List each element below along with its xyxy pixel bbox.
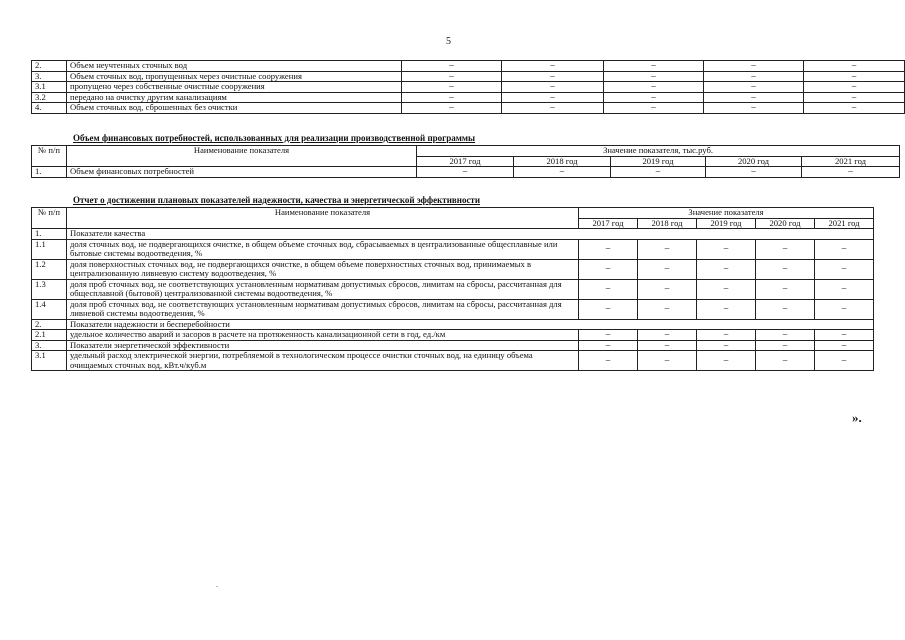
year-header: 2017 год [579, 218, 638, 229]
value-dash: – [815, 351, 874, 371]
year-header: 2017 год [417, 156, 514, 167]
table-row [32, 103, 905, 114]
closing-quote-mark: ». [852, 410, 862, 425]
value-dash: – [756, 259, 815, 279]
row-name: передано на очистку другим канализациям [67, 92, 402, 103]
value-dash: – [402, 71, 502, 82]
table-row [32, 340, 874, 351]
table-row [32, 92, 905, 103]
page-number: 5 [446, 36, 451, 47]
value-dash: – [704, 71, 804, 82]
value-dash: – [815, 239, 874, 259]
table-row [32, 61, 905, 72]
value-dash: – [704, 82, 804, 93]
row-number: 1.1 [32, 239, 67, 259]
value-dash: – [604, 82, 704, 93]
row-name: удельный расход электрической энергии, потребляемой в технологическом процессе очистки сточных вод, на единицу объема очищаемых сточных вод, кВт.ч/куб.м [67, 351, 579, 371]
value-dash: – [804, 71, 905, 82]
row-name: Показатели надежности и бесперебойности [67, 319, 874, 330]
value-dash: – [402, 103, 502, 114]
indicators-report-title: Отчет о достижении плановых показателей надежности, качества и энергетической эффективности [73, 195, 481, 205]
row-name: доля проб сточных вод, не соответствующих установленным нормативам допустимых сбросов, лимитам на сбросы, рассчитанная для общесплавной (бытовой) централизованной системы водоотведения, % [67, 279, 579, 299]
year-header: 2021 год [802, 156, 900, 167]
table-head-name: Наименование показателя [67, 208, 579, 229]
value-dash: – [804, 82, 905, 93]
value-dash: – [697, 340, 756, 351]
table-row [32, 299, 874, 319]
row-name: Объем финансовых потребностей [67, 167, 417, 178]
value-dash: – [579, 330, 638, 341]
financial-needs-title: Объем финансовых потребностей, использованных для реализации производственной программы [73, 133, 476, 143]
value-dash: – [579, 239, 638, 259]
scan-dot: . [216, 580, 218, 589]
table-row [32, 319, 874, 330]
value-dash: – [638, 340, 697, 351]
table-row [32, 259, 874, 279]
financial-needs-table [31, 145, 900, 178]
row-name: доля поверхностных сточных вод, не подвергающихся очистке, в общем объеме поверхностных сточных вод, принимаемых в централизованную ливневую систему водоотведения, % [67, 259, 579, 279]
value-dash: – [697, 259, 756, 279]
value-dash: – [611, 167, 706, 178]
row-number: 1.3 [32, 279, 67, 299]
row-name: Показатели качества [67, 229, 874, 240]
year-header: 2021 год [815, 218, 874, 229]
value-dash: – [604, 92, 704, 103]
value-dash: – [638, 259, 697, 279]
value-dash: – [502, 103, 604, 114]
row-name: доля проб сточных вод, не соответствующих установленным нормативам допустимых сбросов, лимитам на сбросы, рассчитанная для ливневой системы водоотведения, % [67, 299, 579, 319]
year-header: 2020 год [756, 218, 815, 229]
row-number: 2.1 [32, 330, 67, 341]
table-row [32, 82, 905, 93]
value-dash: – [815, 330, 874, 341]
value-dash: – [802, 167, 900, 178]
row-number: 3. [32, 340, 67, 351]
value-dash: – [579, 279, 638, 299]
value-dash: – [579, 299, 638, 319]
row-name: Показатели энергетической эффективности [67, 340, 579, 351]
row-name: доля сточных вод, не подвергающихся очистке, в общем объеме сточных вод, сбрасываемых в централизованные общесплавные или бытовые системы водоотведения, % [67, 239, 579, 259]
row-number: 4. [32, 103, 67, 114]
value-dash: – [704, 92, 804, 103]
row-number: 3. [32, 71, 67, 82]
wastewater-volume-table [31, 60, 905, 114]
value-dash: – [514, 167, 611, 178]
table-head-name: Наименование показателя [67, 146, 417, 167]
year-header: 2018 год [638, 218, 697, 229]
value-dash: – [502, 71, 604, 82]
value-dash: – [417, 167, 514, 178]
value-dash: – [756, 299, 815, 319]
row-name: Объем сточных вод, пропущенных через очистные сооружения [67, 71, 402, 82]
table-row [32, 351, 874, 371]
table-row [32, 167, 900, 178]
value-dash: – [804, 92, 905, 103]
year-header: 2019 год [611, 156, 706, 167]
row-number: 1. [32, 229, 67, 240]
table-head-num: № п/п [32, 208, 67, 229]
table-row [32, 239, 874, 259]
value-dash: – [402, 61, 502, 72]
value-dash: – [697, 239, 756, 259]
table-row [32, 71, 905, 82]
row-number: 1.2 [32, 259, 67, 279]
row-number: 1.4 [32, 299, 67, 319]
value-dash: – [579, 340, 638, 351]
value-dash: – [638, 239, 697, 259]
value-dash: – [502, 92, 604, 103]
value-dash: – [502, 82, 604, 93]
row-name: пропущено через собственные очистные сооружения [67, 82, 402, 93]
value-dash: – [804, 103, 905, 114]
value-dash: – [756, 330, 815, 341]
row-number: 2. [32, 61, 67, 72]
year-header: 2020 год [706, 156, 802, 167]
table-row [32, 229, 874, 240]
value-dash: – [604, 61, 704, 72]
value-dash: – [402, 92, 502, 103]
row-name: Объем неучтенных сточных вод [67, 61, 402, 72]
table-row [32, 279, 874, 299]
value-dash: – [804, 61, 905, 72]
row-number: 3.1 [32, 82, 67, 93]
value-dash: – [697, 299, 756, 319]
value-dash: – [706, 167, 802, 178]
value-dash: – [697, 279, 756, 299]
value-dash: – [638, 351, 697, 371]
year-header: 2018 год [514, 156, 611, 167]
value-dash: – [697, 330, 756, 341]
value-dash: – [638, 330, 697, 341]
value-dash: – [402, 82, 502, 93]
value-dash: – [756, 351, 815, 371]
value-dash: – [697, 351, 756, 371]
value-dash: – [579, 351, 638, 371]
value-dash: – [502, 61, 604, 72]
row-number: 3.2 [32, 92, 67, 103]
table-head-value: Значение показателя [579, 208, 874, 219]
value-dash: – [604, 103, 704, 114]
row-number: 1. [32, 167, 67, 178]
row-name: Объем сточных вод, сброшенных без очистки [67, 103, 402, 114]
value-dash: – [756, 239, 815, 259]
value-dash: – [756, 279, 815, 299]
value-dash: – [756, 340, 815, 351]
value-dash: – [579, 259, 638, 279]
value-dash: – [604, 71, 704, 82]
table-head-value: Значение показателя, тыс.руб. [417, 146, 900, 157]
value-dash: – [815, 259, 874, 279]
table-head-num: № п/п [32, 146, 67, 167]
value-dash: – [638, 279, 697, 299]
value-dash: – [815, 340, 874, 351]
value-dash: – [638, 299, 697, 319]
value-dash: – [704, 103, 804, 114]
value-dash: – [704, 61, 804, 72]
table-row [32, 330, 874, 341]
value-dash: – [815, 279, 874, 299]
row-number: 3.1 [32, 351, 67, 371]
year-header: 2019 год [697, 218, 756, 229]
row-number: 2. [32, 319, 67, 330]
value-dash: – [815, 299, 874, 319]
row-name: удельное количество аварий и засоров в расчете на протяженность канализационной сети в год, ед./км [67, 330, 579, 341]
indicators-table [31, 207, 874, 371]
